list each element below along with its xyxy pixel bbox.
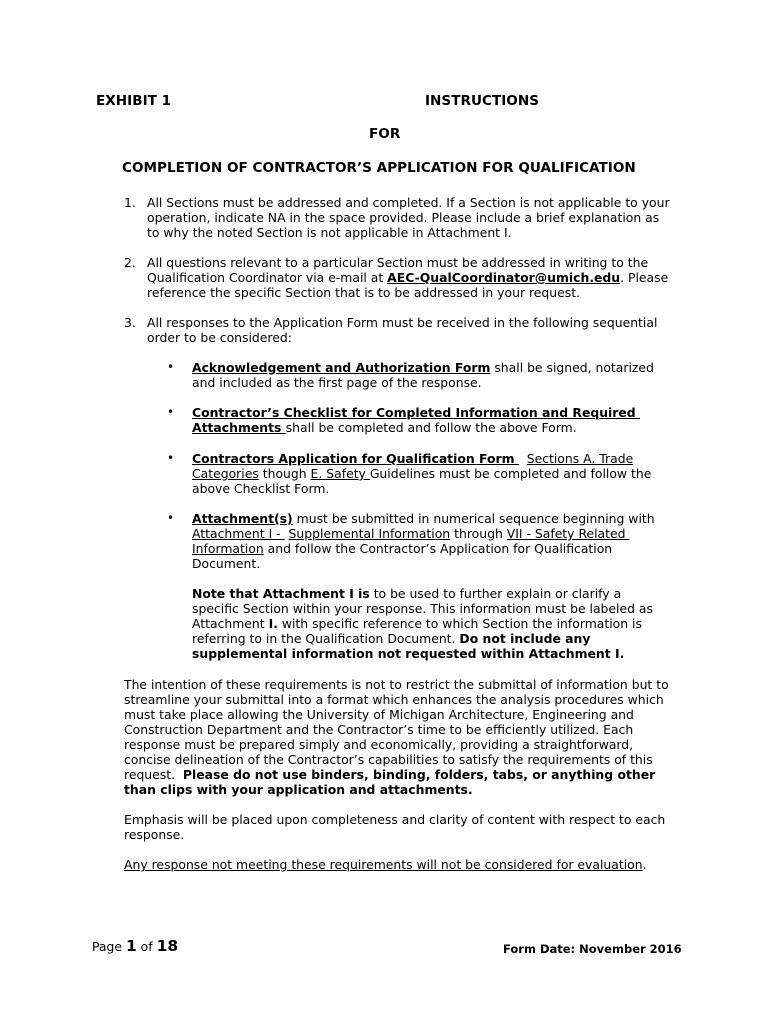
acknowledgement-form-link: Acknowledgement and Authorization Form [192,360,491,375]
of-word: of [136,939,157,954]
through-text: through [450,526,507,541]
bullet-3-line: above Checklist Form. [192,481,330,496]
bullet-4-line [192,526,672,541]
bullet-3-rest: Guidelines must be completed and follow the [369,466,652,481]
categories-ref: Categories [192,466,259,481]
bullet-1-line: and included as the first page of the response. [192,375,482,390]
intent-bold: Please do not use binders, binding, folders, tabs, or anything other [182,767,656,782]
bullet-2-rest: shall be completed and follow the above Form. [285,420,577,435]
intent-line: must take place allowing the University of Michigan Architecture, Engineering and [124,707,634,722]
bullet-3-line [192,466,672,481]
item-number-3: 3. [124,315,136,330]
note-text: to be used to further explain or clarify a [369,586,622,601]
item-number-2: 2. [124,255,136,270]
item-1-line: operation, indicate NA in the space provided. Please include a brief explanation as [147,210,660,225]
item-2-text-a: Qualification Coordinator via e-mail at [147,270,388,285]
bullet-icon: • [167,360,175,374]
note-line: supplemental information not requested within Attachment I. [192,646,625,661]
vii-safety-ref: VII - Safety Related [506,526,630,541]
note-line [192,616,672,631]
bullet-4-rest: and follow the Contractor’s Application for Qualification [263,541,613,556]
intent-line: concise delineation of the Contractor’s capabilities to satisfy the requirements of this [124,752,653,767]
bullet-icon: • [167,451,175,465]
spacer [519,451,527,466]
item-1-text [147,195,687,240]
intent-line: streamline your submittal into a format which enhances the analysis procedures which [124,692,664,707]
bullet-2-line [192,420,672,435]
item-2-line: All questions relevant to a particular Section must be addressed in writing to the [147,255,649,270]
bullet-1-rest: shall be signed, notarized [490,360,654,375]
for-heading: FOR [369,126,401,142]
note-paragraph [192,586,672,661]
intent-line: response must be prepared simply and economically, providing a straightforward, [124,737,634,752]
note-line [192,631,672,646]
emphasis-line: Emphasis will be placed upon completeness and clarity of content with respect to each [124,812,666,827]
page-word: Page [92,939,126,954]
item-3-text [147,315,687,345]
bullet-1-text [192,360,672,390]
exhibit-label: EXHIBIT 1 [96,93,172,109]
intent-text: request. [124,767,183,782]
item-2-text [147,255,687,300]
note-text: Attachment [192,616,269,631]
final-period: . [642,857,647,872]
though-text: though [258,466,311,481]
note-bold: I. [268,616,278,631]
attachment-i-ref: Attachment I - [192,526,285,541]
item-2-line: reference the specific Section that is to be addressed in your request. [147,285,581,300]
page-indicator [92,939,178,954]
bullet-icon: • [167,511,175,525]
intent-paragraph [124,677,684,797]
attachments-ref: Attachment(s) [192,511,293,526]
item-number-1: 1. [124,195,136,210]
page-total: 18 [156,937,179,955]
email-link[interactable]: AEC-QualCoordinator@umich.edu [387,270,621,285]
bullet-4-line [192,541,672,556]
bullet-4-line [192,511,672,526]
information-ref: Information [192,541,264,556]
emphasis-paragraph [124,812,684,842]
intent-line: Construction Department and the Contractor’s time to be efficiently utilized. Each [124,722,634,737]
emphasis-line: response. [124,827,185,842]
final-text: Any response not meeting these requirements will not be considered for evaluation [124,857,643,872]
form-date: Form Date: November 2016 [503,942,682,956]
note-bold: Note that Attachment I is [192,586,370,601]
item-1-line: to why the noted Section is not applicable in Attachment I. [147,225,512,240]
note-line: specific Section within your response. This information must be labeled as [192,601,653,616]
bullet-1-line [192,360,672,375]
item-1-line: All Sections must be addressed and completed. If a Section is not applicable to your [147,195,670,210]
note-bold: Do not include any [459,631,591,646]
item-2-line [147,270,687,285]
attachments-link: Attachments [192,420,286,435]
intent-line: The intention of these requirements is not to restrict the submittal of information but to [124,677,669,692]
bullet-3-text [192,451,672,496]
note-text: with specific reference to which Section the information is [277,616,642,631]
instructions-heading: INSTRUCTIONS [425,93,540,109]
item-3-line: All responses to the Application Form must be received in the following sequential [147,315,658,330]
page-number: 1 [125,937,137,955]
bullet-4-line: Document. [192,556,261,571]
safety-ref: E. Safety [310,466,370,481]
item-2-text-b: . Please [620,270,669,285]
final-line [124,857,684,872]
item-3-line: order to be considered: [147,330,292,345]
bullet-icon: • [167,405,175,419]
note-line [192,586,672,601]
intent-line [124,767,684,782]
checklist-link: Contractor’s Checklist for Completed Information and Required [192,405,640,420]
bullet-4-rest: must be submitted in numerical sequence beginning with [292,511,655,526]
note-text: referring to in the Qualification Document. [192,631,460,646]
supplemental-info-ref: Supplemental Information [288,526,451,541]
document-title: COMPLETION OF CONTRACTOR’S APPLICATION FOR QUALIFICATION [122,160,636,176]
bullet-4-text [192,511,672,571]
bullet-2-text [192,405,672,435]
application-form-link: Contractors Application for Qualification Form [192,451,519,466]
final-statement [124,857,684,872]
sections-ref: Sections A. Trade [526,451,634,466]
intent-line: than clips with your application and attachments. [124,782,473,797]
bullet-3-line [192,451,672,466]
